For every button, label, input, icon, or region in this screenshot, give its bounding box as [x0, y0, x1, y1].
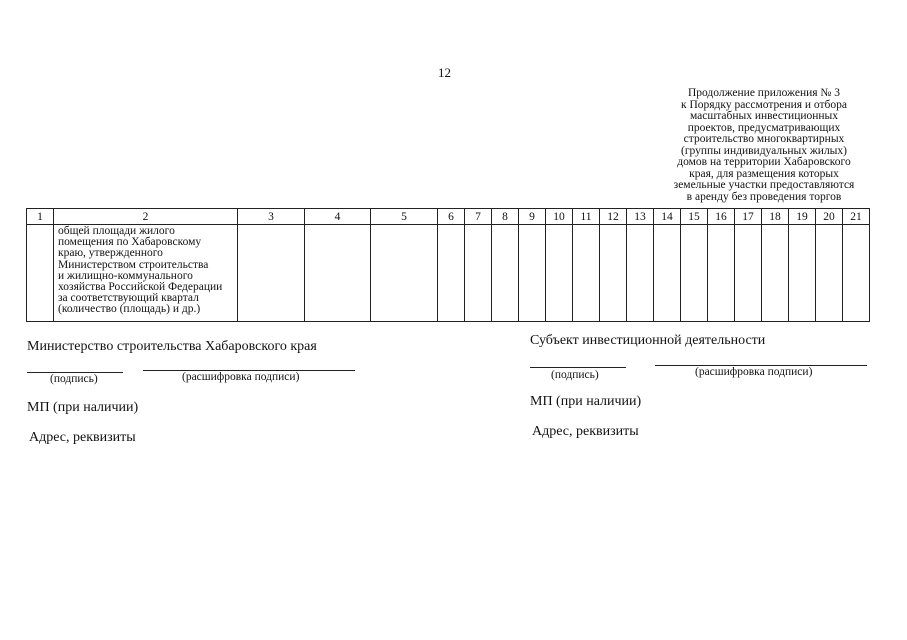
right-decoding-caption: (расшифровка подписи)	[695, 366, 813, 378]
right-org-name: Субъект инвестиционной деятельности	[530, 333, 766, 348]
table-cell	[438, 225, 465, 322]
row-description-line: хозяйства Российской Федерации	[58, 281, 223, 294]
table-cell	[789, 225, 816, 322]
table-cell	[519, 225, 546, 322]
left-signature-caption: (подпись)	[50, 373, 98, 385]
column-number: 7	[465, 209, 492, 225]
right-signature-line	[530, 367, 626, 368]
left-org-name: Министерство строительства Хабаровского края	[27, 339, 317, 354]
appendix-header-line: Продолжение приложения № 3	[687, 87, 841, 99]
table-header-row	[27, 209, 870, 225]
appendix-header-line: в аренду без проведения торгов	[686, 190, 842, 203]
table-cell	[371, 225, 438, 322]
table-cell	[627, 225, 654, 322]
left-decoding-caption: (расшифровка подписи)	[182, 371, 300, 383]
column-number: 14	[654, 209, 681, 225]
appendix-header-line: края, для размещения которых	[689, 167, 839, 180]
table-cell	[546, 225, 573, 322]
column-number: 15	[681, 209, 708, 225]
column-number: 20	[816, 209, 843, 225]
right-address-label: Адрес, реквизиты	[532, 424, 639, 439]
column-number: 19	[789, 209, 816, 225]
column-number: 10	[546, 209, 573, 225]
data-table	[26, 208, 870, 322]
column-number: 3	[238, 209, 305, 225]
row-description-line: общей площади жилого	[58, 225, 175, 237]
row-description-line: помещения по Хабаровскому	[58, 236, 202, 249]
appendix-header-line: домов на территории Хабаровского	[677, 156, 851, 168]
column-number: 8	[492, 209, 519, 225]
table-cell	[238, 225, 305, 322]
appendix-header-line: масштабных инвестиционных	[689, 110, 839, 122]
table-cell	[492, 225, 519, 322]
column-number: 16	[708, 209, 735, 225]
column-number: 21	[843, 209, 870, 225]
table-cell	[816, 225, 843, 322]
column-number: 6	[438, 209, 465, 225]
row-description-line: (количество (площадь) и др.)	[58, 303, 201, 316]
appendix-header-line: земельные участки предоставляются	[673, 179, 855, 191]
column-number: 17	[735, 209, 762, 225]
row-description-line: и жилищно-коммунального	[58, 269, 193, 282]
appendix-header	[655, 88, 873, 203]
appendix-header-line: (группы индивидуальных жилых)	[681, 144, 847, 157]
table-cell-description	[54, 225, 238, 322]
column-number: 4	[305, 209, 371, 225]
table-cell	[762, 225, 789, 322]
appendix-header-line: к Порядку рассмотрения и отбора	[681, 98, 847, 111]
column-number: 5	[371, 209, 438, 225]
table-cell	[305, 225, 371, 322]
table-cell	[600, 225, 627, 322]
row-description-line: краю, утвержденного	[58, 247, 163, 260]
table-cell	[573, 225, 600, 322]
table-cell	[681, 225, 708, 322]
table-cell	[27, 225, 54, 322]
left-address-label: Адрес, реквизиты	[29, 430, 136, 445]
column-number: 9	[519, 209, 546, 225]
row-description-line: за соответствующий квартал	[58, 292, 199, 305]
column-number: 12	[600, 209, 627, 225]
column-number: 2	[54, 209, 238, 225]
appendix-header-line: строительство многоквартирных	[683, 133, 845, 145]
column-number: 1	[27, 209, 54, 225]
appendix-header-line: проектов, предусматривающих	[687, 121, 841, 134]
row-description	[54, 225, 237, 316]
table-cell	[654, 225, 681, 322]
table-cell	[843, 225, 870, 322]
table-cell	[465, 225, 492, 322]
column-number: 18	[762, 209, 789, 225]
page-number: 12	[438, 65, 451, 80]
table-cell	[708, 225, 735, 322]
right-stamp-label: МП (при наличии)	[530, 394, 642, 409]
left-stamp-label: МП (при наличии)	[27, 400, 139, 415]
column-number: 13	[627, 209, 654, 225]
column-number: 11	[573, 209, 600, 225]
right-signature-caption: (подпись)	[551, 369, 599, 381]
row-description-line: Министерством строительства	[58, 258, 209, 271]
table-cell	[735, 225, 762, 322]
table-row	[27, 225, 870, 322]
